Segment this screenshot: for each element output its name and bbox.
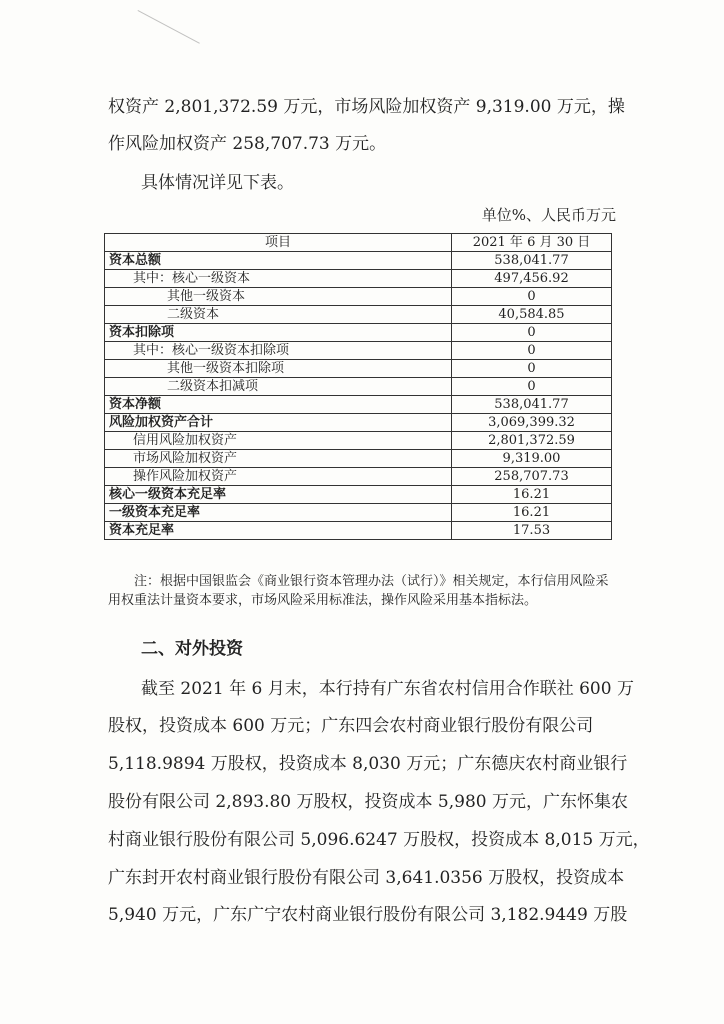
investment-line: 5,940 万元，广东广宁农村商业银行股份有限公司 3,182.9449 万股	[108, 905, 628, 925]
unit-label: 单位%、人民币万元	[481, 206, 616, 224]
investment-line: 村商业银行股份有限公司 5,096.6247 万股权，投资成本 8,015 万元，	[108, 830, 650, 850]
row-value: 0	[452, 378, 612, 396]
table-row	[105, 270, 612, 288]
header-item: 项目	[105, 234, 452, 252]
row-label: 其中：核心一级资本	[105, 270, 452, 288]
investment-line: 5,118.9894 万股权，投资成本 8,030 万元；广东德庆农村商业银行	[108, 754, 628, 774]
table-row	[105, 432, 612, 450]
intro-line-2: 作风险加权资产 258,707.73 万元。	[108, 134, 387, 154]
row-value: 17.53	[452, 522, 612, 540]
row-value: 0	[452, 288, 612, 306]
row-value: 258,707.73	[452, 468, 612, 486]
row-value: 3,069,399.32	[452, 414, 612, 432]
intro-line-3: 具体情况详见下表。	[141, 173, 294, 193]
row-label: 其中：核心一级资本扣除项	[105, 342, 452, 360]
row-value: 40,584.85	[452, 306, 612, 324]
row-value: 16.21	[452, 486, 612, 504]
row-label: 风险加权资产合计	[105, 414, 452, 432]
investment-line: 截至 2021 年 6 月末，本行持有广东省农村信用合作联社 600 万	[141, 679, 634, 699]
table-note: 注：根据中国银监会《商业银行资本管理办法（试行）》相关规定，本行信用风险采用权重法计量资本要求，市场风险采用标准法，操作风险采用基本指标法。	[108, 574, 609, 608]
table-row	[105, 360, 612, 378]
intro-line-1: 权资产 2,801,372.59 万元，市场风险加权资产 9,319.00 万元，操	[108, 97, 625, 117]
table-row	[105, 414, 612, 432]
table-row	[105, 306, 612, 324]
row-value: 0	[452, 342, 612, 360]
table-row	[105, 450, 612, 468]
table-row	[105, 252, 612, 270]
capital-table	[104, 233, 612, 540]
investment-line: 股份有限公司 2,893.80 万股权，投资成本 5,980 万元，广东怀集农	[108, 792, 628, 812]
row-label: 市场风险加权资产	[105, 450, 452, 468]
row-label: 资本净额	[105, 396, 452, 414]
table-row	[105, 468, 612, 486]
row-label: 二级资本	[105, 306, 452, 324]
row-value: 0	[452, 324, 612, 342]
investment-line: 股权，投资成本 600 万元；广东四会农村商业银行股份有限公司	[108, 716, 594, 736]
row-label: 资本总额	[105, 252, 452, 270]
table-row	[105, 288, 612, 306]
row-value: 538,041.77	[452, 396, 612, 414]
row-label: 一级资本充足率	[105, 504, 452, 522]
row-value: 16.21	[452, 504, 612, 522]
row-value: 9,319.00	[452, 450, 612, 468]
row-value: 497,456.92	[452, 270, 612, 288]
header-date: 2021 年 6 月 30 日	[452, 234, 612, 252]
table-row	[105, 486, 612, 504]
table-row	[105, 396, 612, 414]
row-label: 其他一级资本	[105, 288, 452, 306]
row-label: 操作风险加权资产	[105, 468, 452, 486]
row-label: 核心一级资本充足率	[105, 486, 452, 504]
row-value: 0	[452, 360, 612, 378]
table-header-row	[105, 234, 612, 252]
table-row	[105, 522, 612, 540]
row-label: 资本扣除项	[105, 324, 452, 342]
row-value: 538,041.77	[452, 252, 612, 270]
row-label: 信用风险加权资产	[105, 432, 452, 450]
table-row	[105, 378, 612, 396]
table-row	[105, 504, 612, 522]
scan-mark	[138, 10, 200, 44]
section-heading: 二、对外投资	[141, 639, 243, 659]
row-value: 2,801,372.59	[452, 432, 612, 450]
row-label: 其他一级资本扣除项	[105, 360, 452, 378]
investment-line: 广东封开农村商业银行股份有限公司 3,641.0356 万股权，投资成本	[108, 868, 625, 888]
table-row	[105, 324, 612, 342]
row-label: 二级资本扣减项	[105, 378, 452, 396]
row-label: 资本充足率	[105, 522, 452, 540]
table-row	[105, 342, 612, 360]
